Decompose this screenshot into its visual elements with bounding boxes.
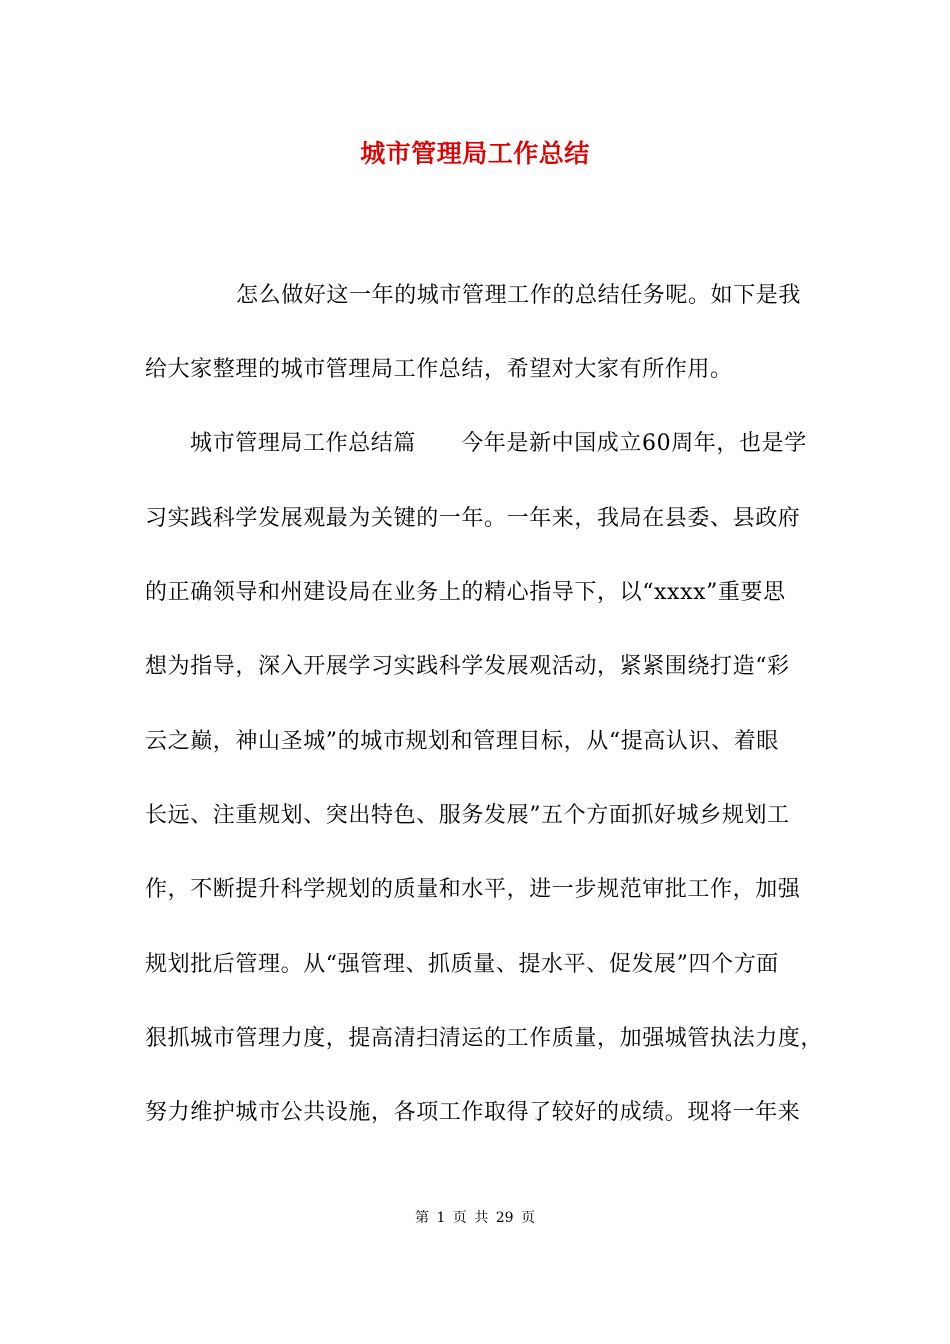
page-number-footer: 第 1 页 共 29 页 <box>415 1210 535 1226</box>
body-line-4: 习实践科学发展观最为关键的一年。一年来，我局在县委、县政府 <box>145 506 801 531</box>
body-line-8: 长远、注重规划、突出特色、服务发展”五个方面抓好城乡规划工 <box>145 803 790 828</box>
body-line-6: 想为指导，深入开展学习实践科学发展观活动，紧紧围绕打造“彩 <box>145 654 790 679</box>
body-line-1: 怎么做好这一年的城市管理工作的总结任务呢。如下是我 <box>236 283 802 308</box>
body-line-7: 云之巅，神山圣城”的城市规划和管理目标，从“提高认识、着眼 <box>145 729 779 754</box>
body-line-10: 规划批后管理。从“强管理、抓质量、提水平、促发展”四个方面 <box>145 952 779 977</box>
body-line-12: 努力维护城市公共设施，各项工作取得了较好的成绩。现将一年来 <box>145 1100 801 1125</box>
body-line-2: 给大家整理的城市管理局工作总结，希望对大家有所作用。 <box>145 357 733 382</box>
body-line-3: 城市管理局工作总结篇 今年是新中国成立60周年，也是学 <box>190 431 807 456</box>
body-line-9: 作，不断提升科学规划的质量和水平，进一步规范审批工作，加强 <box>145 877 801 902</box>
body-line-5: 的正确领导和州建设局在业务上的精心指导下，以“xxxx”重要思 <box>145 580 786 605</box>
document-title: 城市管理局工作总结 <box>360 139 590 168</box>
body-line-11: 狠抓城市管理力度，提高清扫清运的工作质量，加强城管执法力度， <box>145 1026 824 1051</box>
